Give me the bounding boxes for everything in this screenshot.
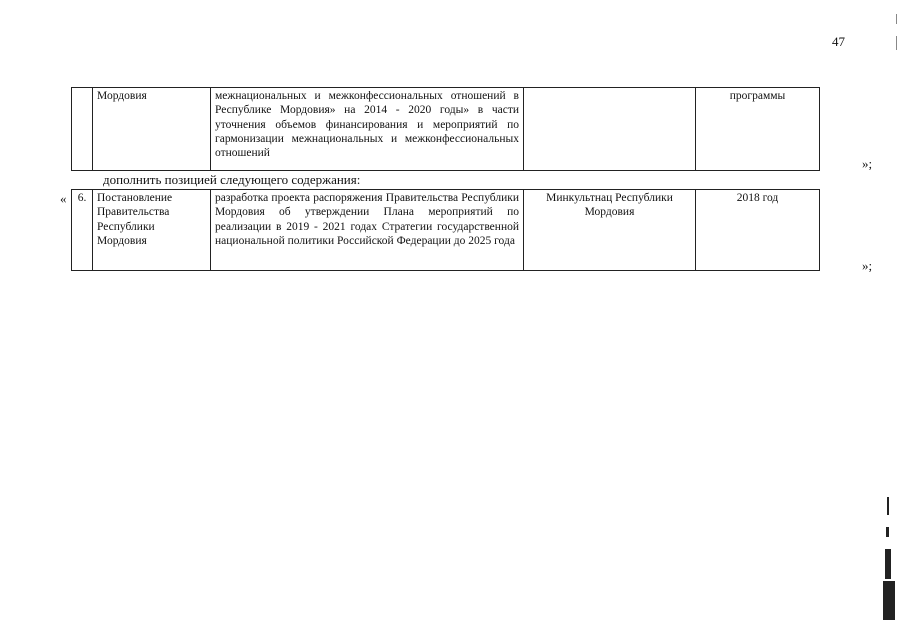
closing-quote-mark: »; — [862, 258, 873, 273]
table-row — [72, 190, 820, 271]
cell-content: межнациональных и межконфессиональных отношений в Республике Мордовия» на 2014 - 2020 годы» в части уточнения объемов финансирования и мероприятий по гармонизации межнациональных и межконфессиональных отношений — [211, 88, 524, 171]
cell-deadline: 2018 год — [696, 190, 820, 271]
previous-position-table — [71, 87, 820, 171]
cell-executor — [524, 88, 696, 171]
closing-quote-mark: »; — [862, 156, 873, 171]
page-number: 47 — [832, 34, 845, 49]
cell-number: 6. — [72, 190, 93, 271]
cell-document-type: Постановление Правительства Республики Мордовия — [93, 190, 211, 271]
new-position-table — [71, 189, 820, 271]
scan-speck — [896, 36, 897, 50]
instruction-text: дополнить позицией следующего содержания: — [103, 172, 361, 187]
table-row — [72, 88, 820, 171]
cell-number — [72, 88, 93, 171]
cell-deadline: программы — [696, 88, 820, 171]
cell-content: разработка проекта распоряжения Правительства Республики Мордовия об утверждении Плана мероприятий по реализации в 2019 - 2021 годах Стратегии государственной национальной политики Российской Федерации до 2025 года — [211, 190, 524, 271]
cell-document-type: Мордовия — [93, 88, 211, 171]
scan-speck — [896, 14, 897, 24]
opening-quote-mark: « — [60, 191, 67, 206]
scan-margin-artifact — [883, 497, 897, 620]
cell-executor: Минкультнац Республики Мордовия — [524, 190, 696, 271]
